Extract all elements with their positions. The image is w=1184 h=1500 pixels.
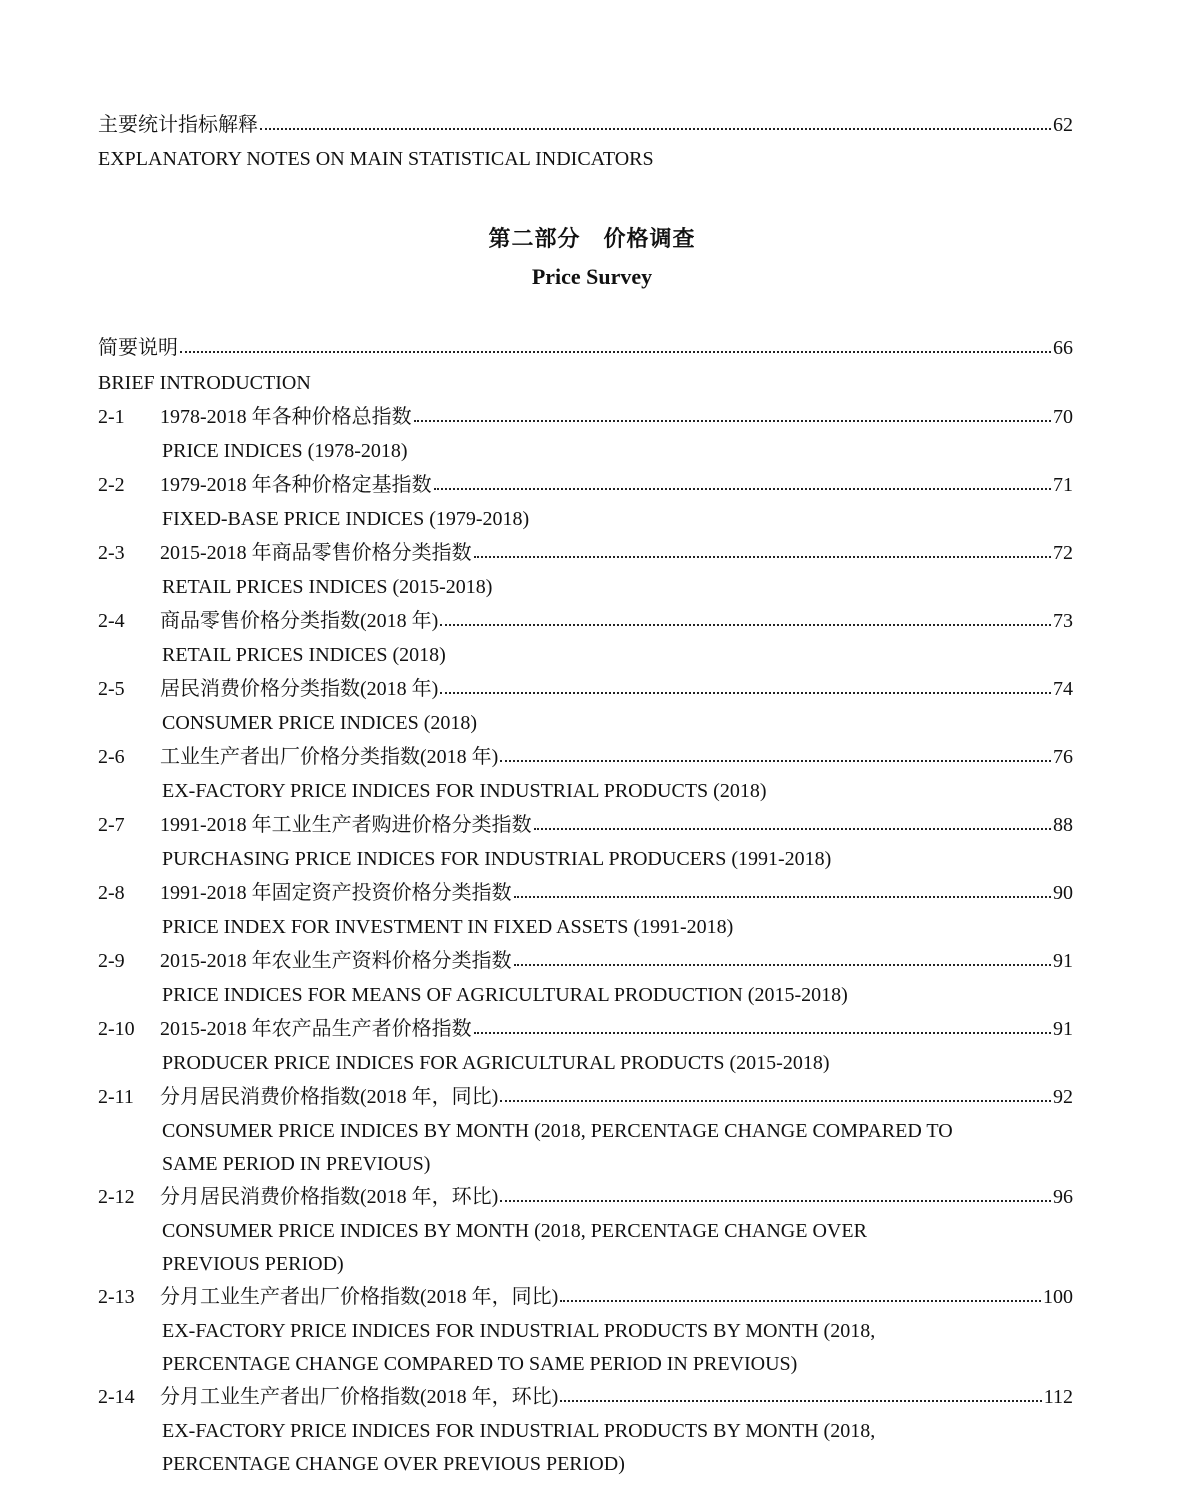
toc-entry-title-cn: 主要统计指标解释 [98,114,258,136]
toc-entry-number: 2-3 [98,542,125,564]
toc-entry-title-en: PRICE INDEX FOR INVESTMENT IN FIXED ASSETS (1991-2018) [162,916,734,938]
toc-entry-explanatory-notes[interactable] [98,110,1073,140]
toc-entry-number: 2-6 [98,746,125,768]
toc-entry-title-en: EX-FACTORY PRICE INDICES FOR INDUSTRIAL PRODUCTS BY MONTH (2018, [162,1320,876,1342]
dot-leader [514,882,1051,898]
toc-entry-title-en: EX-FACTORY PRICE INDICES FOR INDUSTRIAL PRODUCTS (2018) [162,780,767,802]
toc-entry-page: 76 [1053,746,1073,768]
toc-entry-page: 90 [1053,882,1073,904]
toc-entry-title-en: PURCHASING PRICE INDICES FOR INDUSTRIAL PRODUCERS (1991-2018) [162,848,832,870]
toc-entry-title-cn: 分月居民消费价格指数(2018 年，同比) [160,1086,499,1108]
toc-entry-title-cn: 1978-2018 年各种价格总指数 [160,406,412,428]
toc-entry-title-en: RETAIL PRICES INDICES (2018) [162,644,446,666]
toc-entry-2-1[interactable] [98,402,1073,432]
toc-entry-number: 2-8 [98,882,125,904]
toc-entry-page: 92 [1053,1086,1073,1108]
toc-entry-number: 2-7 [98,814,125,836]
toc-entry-2-14[interactable] [98,1382,1073,1412]
dot-leader [560,1286,1041,1302]
toc-entry-title-cn: 1991-2018 年固定资产投资价格分类指数 [160,882,512,904]
toc-entry-title-cn: 分月工业生产者出厂价格指数(2018 年，同比) [160,1286,559,1308]
dot-leader [534,814,1051,830]
toc-entry-page: 70 [1053,406,1073,428]
dot-leader [414,406,1051,422]
toc-entry-page: 91 [1053,1018,1073,1040]
toc-entry-2-12[interactable] [98,1182,1073,1212]
dot-leader [440,678,1051,694]
toc-entry-title-en: SAME PERIOD IN PREVIOUS) [162,1153,431,1175]
toc-entry-number: 2-9 [98,950,125,972]
toc-entry-page: 73 [1053,610,1073,632]
toc-entry-title-cn: 分月居民消费价格指数(2018 年，环比) [160,1186,499,1208]
toc-entry-title-cn: 2015-2018 年农业生产资料价格分类指数 [160,950,512,972]
toc-entry-page: 71 [1053,474,1073,496]
dot-leader [500,1186,1051,1202]
toc-entry-number: 2-14 [98,1386,135,1408]
toc-entry-title-en: CONSUMER PRICE INDICES (2018) [162,712,478,734]
toc-entry-2-6[interactable] [98,742,1073,772]
toc-entry-page: 112 [1043,1386,1073,1408]
toc-entry-number: 2-10 [98,1018,135,1040]
toc-entry-page: 62 [1053,114,1073,136]
dot-leader [514,950,1051,966]
dot-leader [440,610,1051,626]
toc-entry-number: 2-13 [98,1286,135,1308]
toc-entry-title-en: RETAIL PRICES INDICES (2015-2018) [162,576,493,598]
toc-entry-title-en: FIXED-BASE PRICE INDICES (1979-2018) [162,508,530,530]
toc-entry-title-en: EX-FACTORY PRICE INDICES FOR INDUSTRIAL PRODUCTS BY MONTH (2018, [162,1420,876,1442]
dot-leader [434,474,1051,490]
toc-entry-page: 74 [1053,678,1073,700]
toc-entry-title-cn: 居民消费价格分类指数(2018 年) [160,678,439,700]
toc-entry-2-3[interactable] [98,538,1073,568]
toc-entry-2-4[interactable] [98,606,1073,636]
toc-entry-title-en: CONSUMER PRICE INDICES BY MONTH (2018, PERCENTAGE CHANGE OVER [162,1220,867,1242]
dot-leader [260,114,1051,130]
section-heading-en: Price Survey [531,264,653,289]
toc-entry-page: 91 [1053,950,1073,972]
toc-entry-page: 100 [1043,1286,1073,1308]
toc-entry-2-10[interactable] [98,1014,1073,1044]
toc-entry-page: 96 [1053,1186,1073,1208]
toc-entry-page: 88 [1053,814,1073,836]
dot-leader [474,542,1051,558]
toc-entry-title-en: EXPLANATORY NOTES ON MAIN STATISTICAL INDICATORS [98,148,654,170]
toc-entry-2-9[interactable] [98,946,1073,976]
toc-entry-title-en: PRICE INDICES (1978-2018) [162,440,408,462]
toc-entry-title-en: PREVIOUS PERIOD) [162,1253,344,1275]
toc-entry-title-cn: 分月工业生产者出厂价格指数(2018 年，环比) [160,1386,559,1408]
toc-entry-title-cn: 1991-2018 年工业生产者购进价格分类指数 [160,814,532,836]
dot-leader [180,337,1051,353]
toc-entry-number: 2-12 [98,1186,135,1208]
section-heading-cn: 第二部分 价格调查 [488,227,696,252]
toc-entry-2-2[interactable] [98,470,1073,500]
toc-entry-brief-introduction[interactable] [98,333,1073,363]
toc-entry-title-cn: 商品零售价格分类指数(2018 年) [160,610,439,632]
toc-entry-title-en: PERCENTAGE CHANGE OVER PREVIOUS PERIOD) [162,1453,625,1475]
toc-entry-title-en: PRICE INDICES FOR MEANS OF AGRICULTURAL PRODUCTION (2015-2018) [162,984,848,1006]
toc-entry-2-7[interactable] [98,810,1073,840]
dot-leader [500,1086,1051,1102]
toc-entry-title-en: BRIEF INTRODUCTION [98,372,311,394]
toc-entry-title-en: PERCENTAGE CHANGE COMPARED TO SAME PERIOD IN PREVIOUS) [162,1353,798,1375]
toc-entry-number: 2-11 [98,1086,134,1108]
dot-leader [474,1018,1051,1034]
toc-entry-number: 2-4 [98,610,125,632]
toc-entry-2-8[interactable] [98,878,1073,908]
toc-entry-title-cn: 1979-2018 年各种价格定基指数 [160,474,432,496]
dot-leader [500,746,1051,762]
dot-leader [560,1386,1041,1402]
toc-entry-page: 66 [1053,337,1073,359]
toc-entry-2-5[interactable] [98,674,1073,704]
toc-entry-2-11[interactable] [98,1082,1073,1112]
toc-entry-title-en: PRODUCER PRICE INDICES FOR AGRICULTURAL PRODUCTS (2015-2018) [162,1052,830,1074]
toc-entry-title-en: CONSUMER PRICE INDICES BY MONTH (2018, PERCENTAGE CHANGE COMPARED TO [162,1120,953,1142]
toc-entry-page: 72 [1053,542,1073,564]
toc-entry-title-cn: 2015-2018 年农产品生产者价格指数 [160,1018,472,1040]
toc-entry-title-cn: 简要说明 [98,337,178,359]
toc-entry-title-cn: 工业生产者出厂价格分类指数(2018 年) [160,746,499,768]
toc-entry-number: 2-5 [98,678,125,700]
toc-entry-number: 2-2 [98,474,125,496]
toc-entry-number: 2-1 [98,406,125,428]
toc-entry-title-cn: 2015-2018 年商品零售价格分类指数 [160,542,472,564]
toc-entry-2-13[interactable] [98,1282,1073,1312]
